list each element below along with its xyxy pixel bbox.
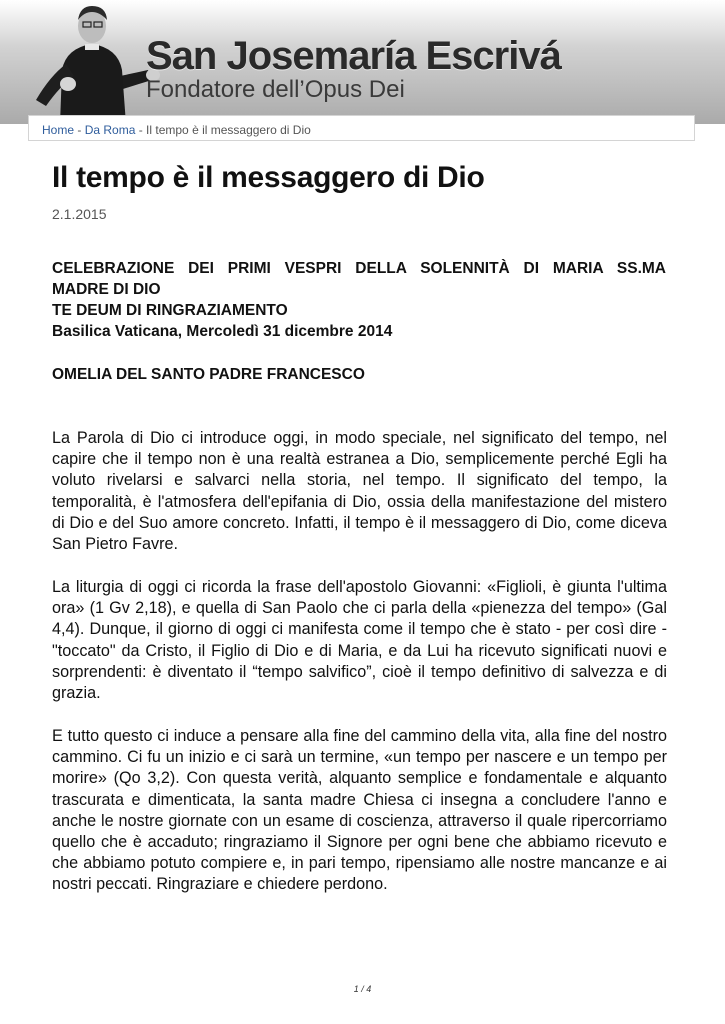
- publish-date: 2.1.2015: [52, 206, 107, 222]
- page-title: Il tempo è il messaggero di Dio: [52, 161, 485, 194]
- breadcrumb: [28, 115, 695, 141]
- celebration-heading-line: MADRE DI DIO: [52, 281, 161, 298]
- celebration-heading-line: TE DEUM DI RINGRAZIAMENTO: [52, 302, 288, 319]
- breadcrumb-separator: -: [74, 123, 85, 137]
- article-paragraph: E tutto questo ci induce a pensare alla fine del cammino della vita, alla fine del nostro cammino. Ci fu un inizio e ci sarà un termine, «un tempo per nascere e un tempo per morire» (Qo 3,2). Con questa verità, alquanto semplice e fondamentale e alquanto trascurata e dimenticata, la santa madre Chiesa ci insegna a concludere l'anno e anche le nostre giornate con un esame di coscienza, attraverso il quale ripercorriamo quello che è accaduto; ringraziamo il Signore per ogni bene che abbiamo ricevuto e che abbiamo potuto compiere e, in pari tempo, ripensiamo alle nostre mancanze e ai nostri peccati. Ringraziare e chiedere perdono.: [52, 727, 667, 894]
- breadcrumb-separator: -: [135, 123, 147, 137]
- page-number: 1 / 4: [353, 984, 372, 994]
- site-title: San Josemaría Escrivá: [146, 34, 561, 78]
- article-paragraph: La Parola di Dio ci introduce oggi, in modo speciale, nel significato del tempo, nel capire che il tempo non è una realtà estranea a Dio, semplicemente perché Egli ha voluto rivelarsi e salvarci nella storia, nel tempo. Il significato del tempo, la temporalità, è l'atmosfera dell'epifania di Dio, ossia della manifestazione del mistero di Dio e del Suo amore concreto. Infatti, il tempo è il messaggero di Dio, come diceva San Pietro Favre.: [52, 429, 667, 554]
- site-subtitle: Fondatore dell’Opus Dei: [146, 76, 405, 103]
- breadcrumb-section-link[interactable]: Da Roma: [84, 123, 136, 137]
- escriva-portrait-image: [22, 0, 162, 124]
- breadcrumb-current: Il tempo è il messaggero di Dio: [146, 123, 311, 137]
- breadcrumb-home-link[interactable]: Home: [42, 123, 75, 137]
- celebration-heading: [52, 258, 666, 342]
- article-paragraph: La liturgia di oggi ci ricorda la frase dell'apostolo Giovanni: «Figlioli, è giunta l'ultima ora» (1 Gv 2,18), e quella di San Paolo che ci parla della «pienezza del tempo» (Gal 4,4). Dunque, il giorno di oggi ci manifesta come il tempo che è stato - per così dire - "toccato" da Cristo, il Figlio di Dio e di Maria, e da Lui ha ricevuto significati nuovi e sorprendenti: è diventato il “tempo salvifico”, cioè il tempo definitivo di salvezza e di grazia.: [52, 578, 667, 703]
- site-banner: [0, 0, 725, 124]
- celebration-heading-line: CELEBRAZIONE DEI PRIMI VESPRI DELLA SOLENNITÀ DI MARIA SS.MA: [52, 260, 666, 277]
- homily-heading: OMELIA DEL SANTO PADRE FRANCESCO: [52, 366, 365, 383]
- celebration-heading-line: Basilica Vaticana, Mercoledì 31 dicembre 2014: [52, 323, 393, 340]
